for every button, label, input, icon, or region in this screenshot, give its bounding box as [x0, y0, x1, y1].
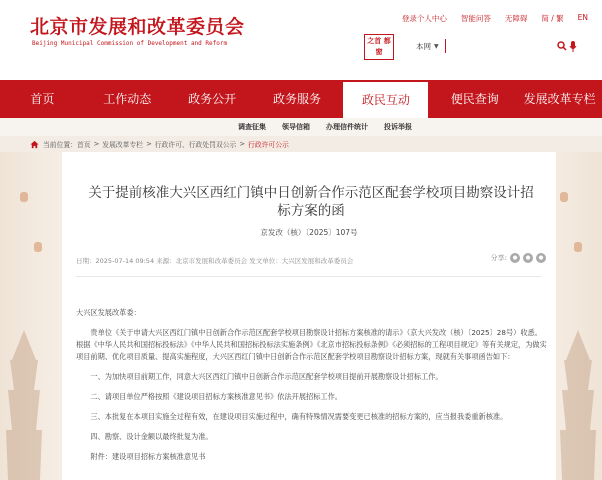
salutation: 大兴区发展改革委： — [76, 308, 141, 317]
smart-qa-link[interactable]: 智能问答 — [460, 14, 491, 23]
search-input[interactable] — [445, 39, 555, 53]
nav-gov-info[interactable]: 政务公开 — [188, 92, 237, 106]
nav-public-query[interactable]: 便民查询 — [450, 92, 499, 106]
site-logo-subtitle: Beijing Municipal Commission of Development and Reform — [32, 40, 228, 47]
main-nav — [0, 80, 602, 118]
top-links — [402, 13, 588, 24]
search-bar — [404, 36, 592, 56]
decorative-left-panel — [0, 152, 62, 480]
body-item-1: 一、为加快项目前期工作，同意大兴区西红门镇中日创新合作示范区配套学校项目提前开展勘察设计招标工作。 — [90, 372, 443, 381]
meta-source: 来源：北京市发展和改革委员会 — [156, 257, 248, 265]
site-logo-title[interactable]: 北京市发展和改革委员会 — [30, 16, 245, 38]
microphone-icon[interactable] — [569, 41, 577, 52]
sub-nav — [0, 118, 602, 136]
site-header — [0, 0, 602, 80]
nav-work-news[interactable]: 工作动态 — [103, 92, 152, 106]
lantern-decoration — [34, 242, 42, 252]
subnav-survey[interactable]: 调查征集 — [238, 123, 266, 131]
lantern-decoration — [560, 192, 568, 202]
subnav-complaint[interactable]: 投诉举报 — [384, 123, 412, 131]
search-icon[interactable] — [557, 41, 567, 51]
pagoda-decoration — [4, 330, 44, 480]
breadcrumb-reform-column[interactable]: 发展改革专栏 — [102, 141, 144, 149]
document-number: 京发改（核）〔2025〕107号 — [260, 228, 358, 237]
nav-reform-column[interactable]: 发展改革专栏 — [523, 92, 596, 106]
share-label: 分享: — [490, 254, 507, 262]
body-paragraph: 贵单位《关于申请大兴区西红门镇中日创新合作示范区配套学校项目勘察设计招标方案核准的请示》（京大兴发改（核）〔2025〕28号）收悉。根据《中华人民共和国招标投标法》《中华人民共和国招标投标法实施条例》《北京市招标投标条例》《必须招标的工程项目规定》等有关规定，为做实项目前期、优化项目质量、提高实施程度，大兴区西红门镇中日创新合作示范区配套学校项目勘察设计招标方案，现就有关事项函告如下： — [76, 328, 547, 361]
breadcrumb-label: 当前位置： — [43, 141, 77, 149]
english-link[interactable]: EN — [577, 13, 588, 22]
nav-gov-service[interactable]: 政务服务 — [273, 92, 322, 106]
search-scope-select[interactable]: 本网 — [416, 41, 431, 51]
lantern-decoration — [20, 192, 28, 202]
article-panel — [62, 152, 556, 480]
weibo-share-icon[interactable]: ● — [523, 253, 533, 263]
body-item-3: 三、本批复在本项目实施全过程有效，在建设项目实施过程中，确有特殊情况需要变更已核准的招标方案的，应当报我委重新核准。 — [90, 412, 508, 421]
pagoda-decoration — [558, 330, 598, 480]
login-link[interactable]: 登录个人中心 — [401, 14, 447, 23]
breadcrumb-home[interactable]: 首页 — [76, 141, 91, 149]
breadcrumb-double-publicity[interactable]: 行政许可、行政处罚双公示 — [154, 141, 237, 149]
nav-home[interactable]: 首页 — [30, 92, 55, 106]
breadcrumb: 当前位置： 首页 > 发展改革专栏 > 行政许可、行政处罚双公示 > 行政许可公示 — [30, 137, 289, 151]
meta-org: 发文单位：大兴区发展和改革委员会 — [249, 257, 354, 265]
nav-interaction[interactable]: 政民互动 — [343, 80, 428, 118]
simplified-traditional-link[interactable]: 简 / 繁 — [541, 14, 564, 23]
body-item-2: 二、请项目单位严格按照《建设项目招标方案核准意见书》依法开展招标工作。 — [90, 392, 342, 401]
accessibility-link[interactable]: 无障碍 — [504, 14, 528, 23]
article-meta — [76, 256, 353, 265]
breadcrumb-current[interactable]: 行政许可公示 — [248, 141, 289, 149]
divider — [76, 276, 542, 277]
capital-window-seal[interactable]: 之首 都 窗 — [364, 34, 394, 60]
subnav-leader-mailbox[interactable]: 领导信箱 — [282, 123, 310, 131]
subnav-letter-stats[interactable]: 办理信件统计 — [326, 123, 368, 131]
article-title: 关于提前核准大兴区西红门镇中日创新合作示范区配套学校项目勘察设计招标方案的函 — [88, 185, 534, 219]
share-bar — [491, 253, 546, 263]
article-body — [76, 307, 548, 471]
lantern-decoration — [574, 242, 582, 252]
body-item-4: 四、勘察、设计金额以最终批复为准。 — [90, 432, 213, 441]
meta-date: 日期：2025-07-14 09:54 — [76, 257, 155, 265]
caret-down-icon[interactable]: ▼ — [434, 42, 439, 50]
qq-share-icon[interactable]: ● — [536, 253, 546, 263]
attachment-link[interactable]: 附件：建设项目招标方案核准意见书 — [90, 452, 206, 461]
wechat-share-icon[interactable]: ● — [510, 253, 520, 263]
home-icon — [30, 140, 39, 149]
